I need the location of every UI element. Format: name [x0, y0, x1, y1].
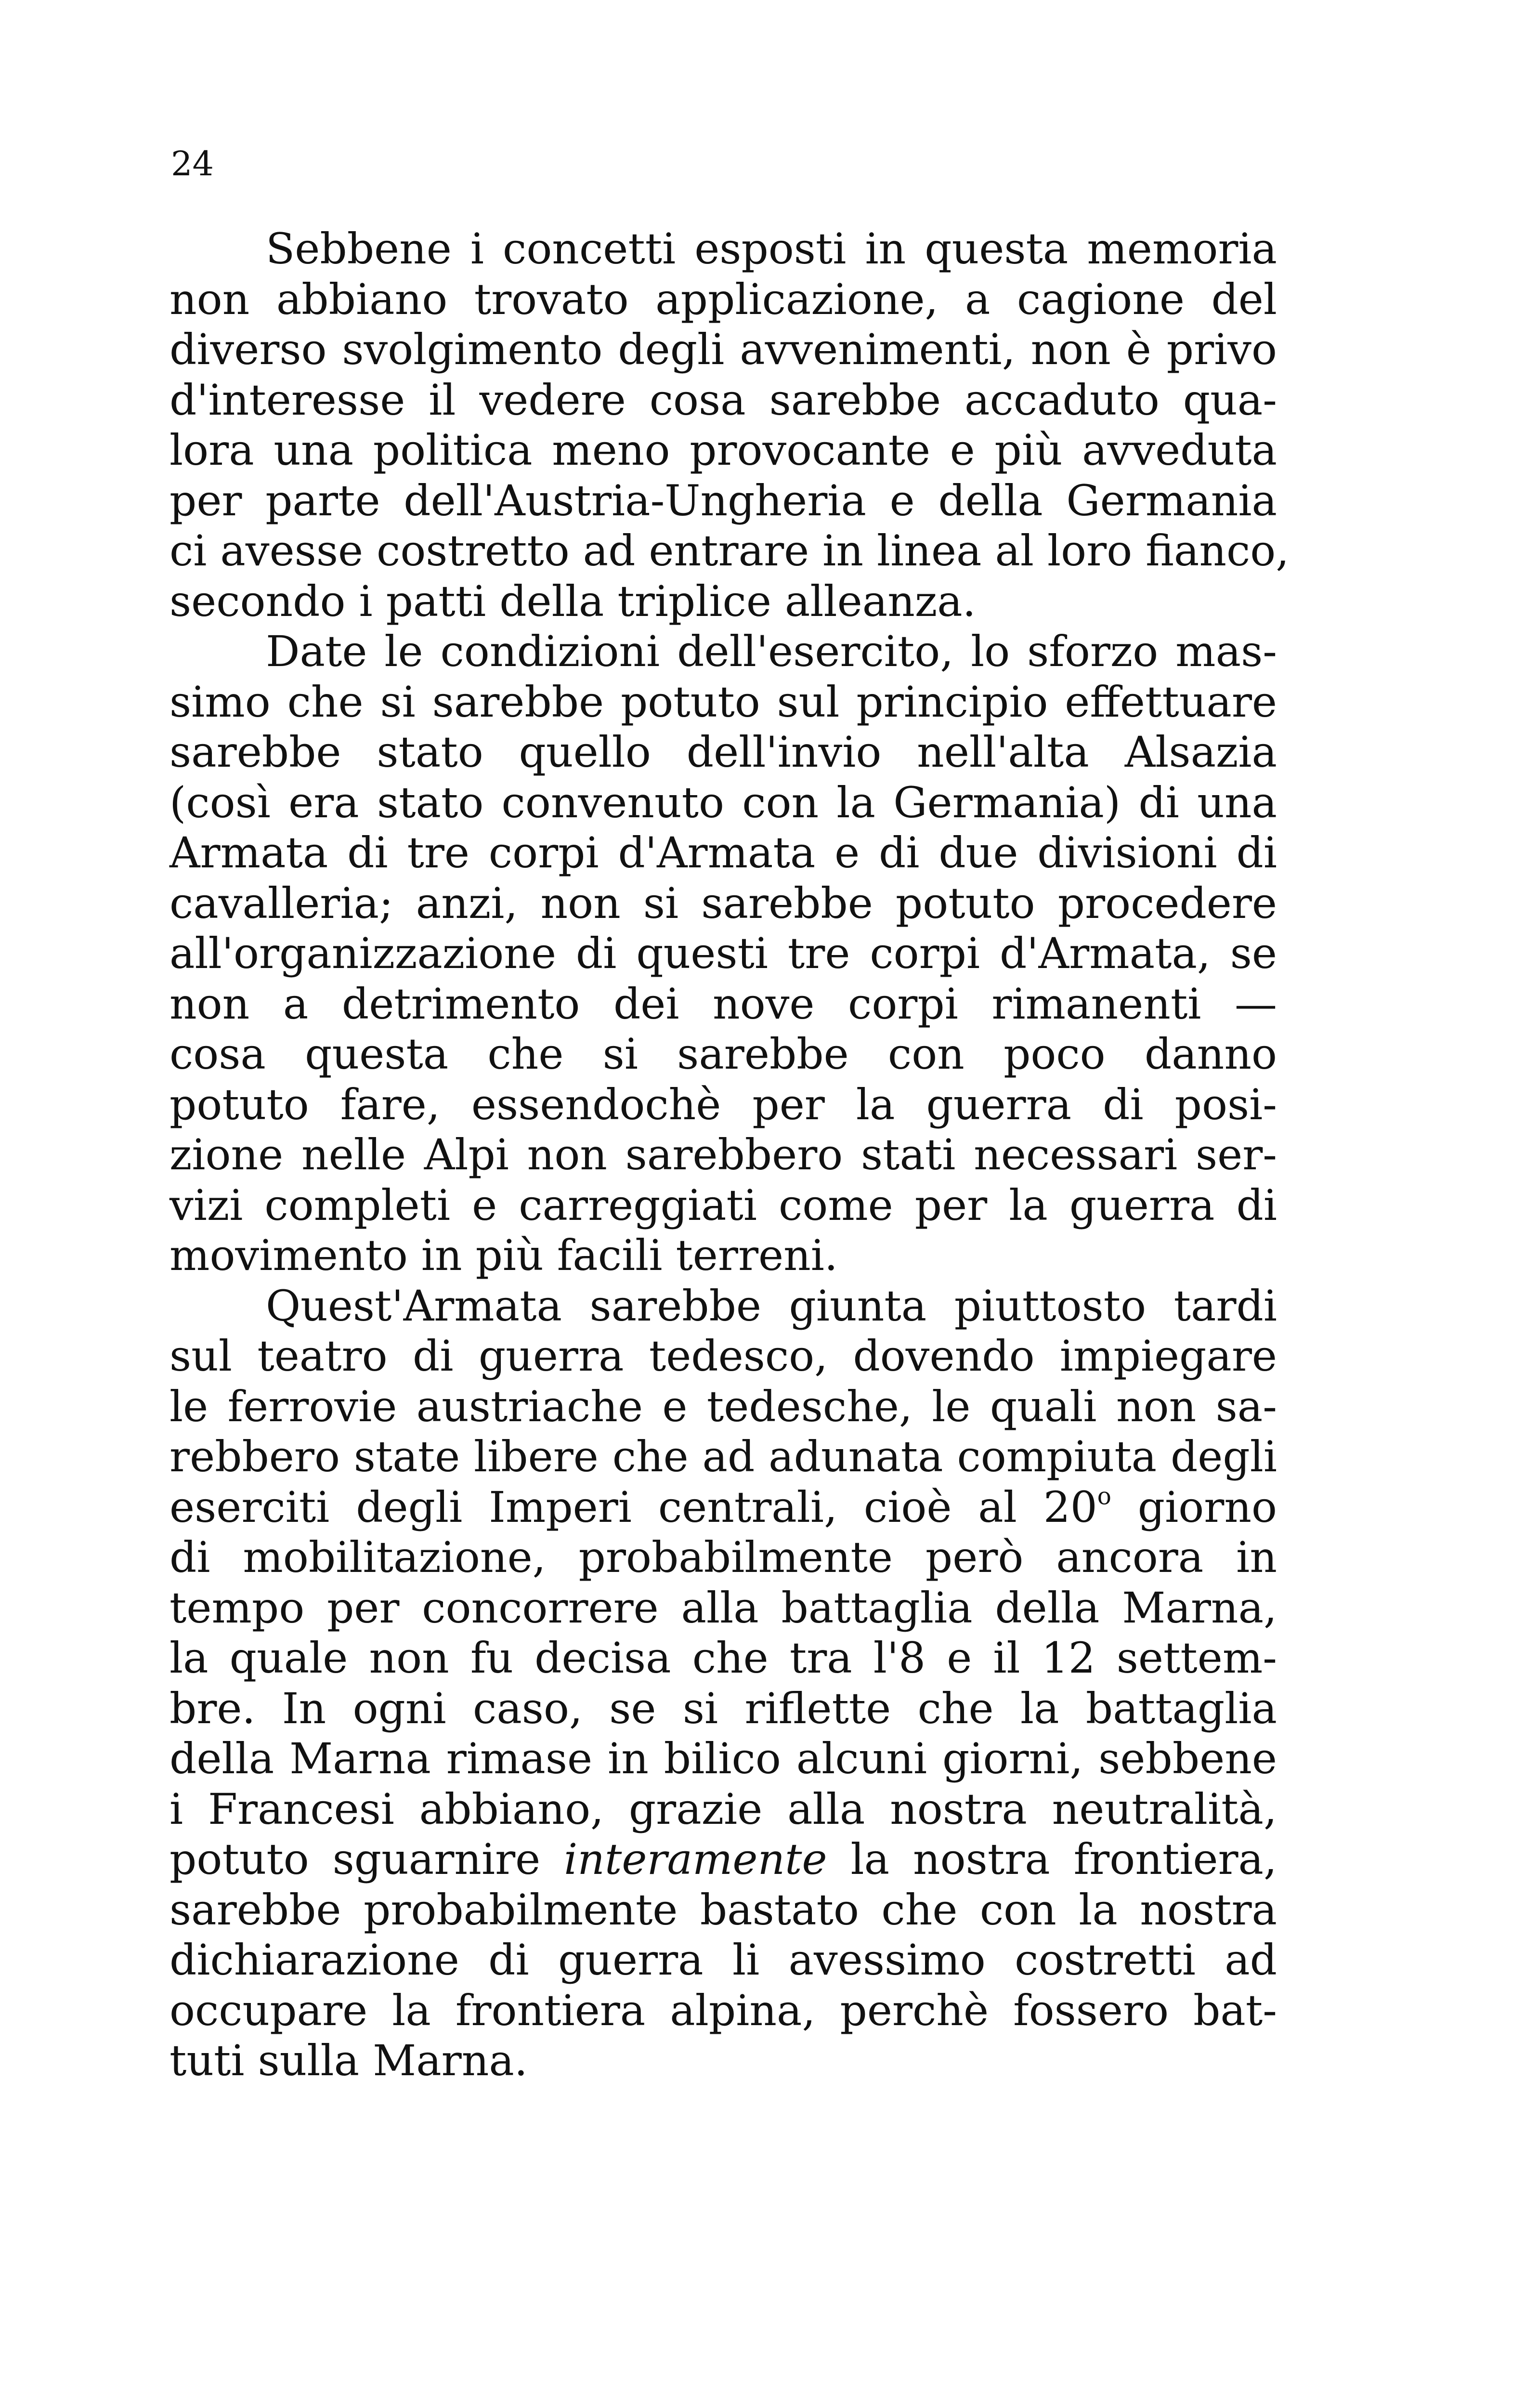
text-line: vizi completi e carreggiati come per la guerra di: [169, 1180, 1277, 1230]
text-line: cosa questa che si sarebbe con poco danno: [169, 1029, 1277, 1079]
text-line: all'organizzazione di questi tre corpi d'Armata, se: [169, 929, 1277, 978]
paragraph-1: [169, 224, 1290, 627]
text-line: sul teatro di guerra tedesco, dovendo impiegare: [169, 1331, 1277, 1381]
paragraph-3: [169, 1281, 1277, 2086]
text-line: (così era stato convenuto con la Germania) di una: [169, 777, 1277, 827]
text-line: Quest'Armata sarebbe giunta piuttosto tardi: [266, 1281, 1277, 1331]
body-text: [169, 224, 1290, 2086]
text-line: le ferrovie austriache e tedesche, le quali non sa-: [169, 1381, 1277, 1431]
text-line: lora una politica meno provocante e più avveduta: [169, 425, 1277, 475]
text-run: la nostra frontiera,: [827, 1834, 1277, 1884]
text-line: ci avesse costretto ad entrare in linea al loro fianco,: [169, 526, 1290, 576]
text-run: eserciti degli Imperi centrali, cioè al 20: [169, 1482, 1097, 1532]
text-line: secondo i patti della triplice alleanza.: [169, 576, 976, 626]
text-line: [169, 1834, 1277, 1885]
page-number: 24: [171, 144, 214, 183]
text-line: diverso svolgimento degli avvenimenti, non è privo: [169, 325, 1277, 374]
text-line: cavalleria; anzi, non si sarebbe potuto procedere: [169, 878, 1277, 928]
text-line: movimento in più facili terreni.: [169, 1230, 838, 1280]
text-line: zione nelle Alpi non sarebbero stati necessari ser-: [169, 1130, 1277, 1179]
emphasis-text: interamente: [564, 1834, 827, 1884]
text-line: d'interesse il vedere cosa sarebbe accaduto qua-: [169, 375, 1277, 425]
text-line: per parte dell'Austria-Ungheria e della Germania: [169, 475, 1277, 525]
text-line: [169, 1482, 1277, 1533]
text-run: giorno: [1111, 1482, 1277, 1532]
text-line: occupare la frontiera alpina, perchè fossero bat-: [169, 1985, 1277, 2035]
text-line: Date le condizioni dell'esercito, lo sforzo mas-: [266, 627, 1277, 676]
text-line: tuti sulla Marna.: [169, 2036, 528, 2085]
text-line: rebbero state libere che ad adunata compiuta degli: [169, 1432, 1277, 1481]
text-line: tempo per concorrere alla battaglia della Marna,: [169, 1583, 1277, 1633]
text-line: non a detrimento dei nove corpi rimanenti —: [169, 979, 1277, 1029]
paragraph-2: [169, 627, 1277, 1281]
text-line: i Francesi abbiano, grazie alla nostra neutralità,: [169, 1784, 1277, 1834]
text-line: non abbiano trovato applicazione, a cagione del: [169, 274, 1277, 324]
text-line: potuto fare, essendochè per la guerra di posi-: [169, 1079, 1277, 1129]
text-line: Sebbene i concetti esposti in questa memoria: [266, 224, 1277, 274]
text-line: dichiarazione di guerra li avessimo costretti ad: [169, 1935, 1277, 1985]
text-line: sarebbe stato quello dell'invio nell'alta Alsazia: [169, 727, 1277, 777]
text-line: sarebbe probabilmente bastato che con la nostra: [169, 1885, 1277, 1935]
text-line: di mobilitazione, probabilmente però ancora in: [169, 1532, 1277, 1582]
text-line: Armata di tre corpi d'Armata e di due divisioni di: [169, 828, 1277, 877]
text-line: simo che si sarebbe potuto sul principio effettuare: [169, 677, 1277, 727]
text-line: bre. In ogni caso, se si riflette che la battaglia: [169, 1683, 1277, 1733]
text-run: potuto sguarnire: [169, 1834, 564, 1884]
ordinal-superscript: o: [1097, 1483, 1111, 1510]
text-line: della Marna rimase in bilico alcuni giorni, sebbene: [169, 1734, 1277, 1783]
text-line: la quale non fu decisa che tra l'8 e il 12 settem-: [169, 1633, 1277, 1683]
